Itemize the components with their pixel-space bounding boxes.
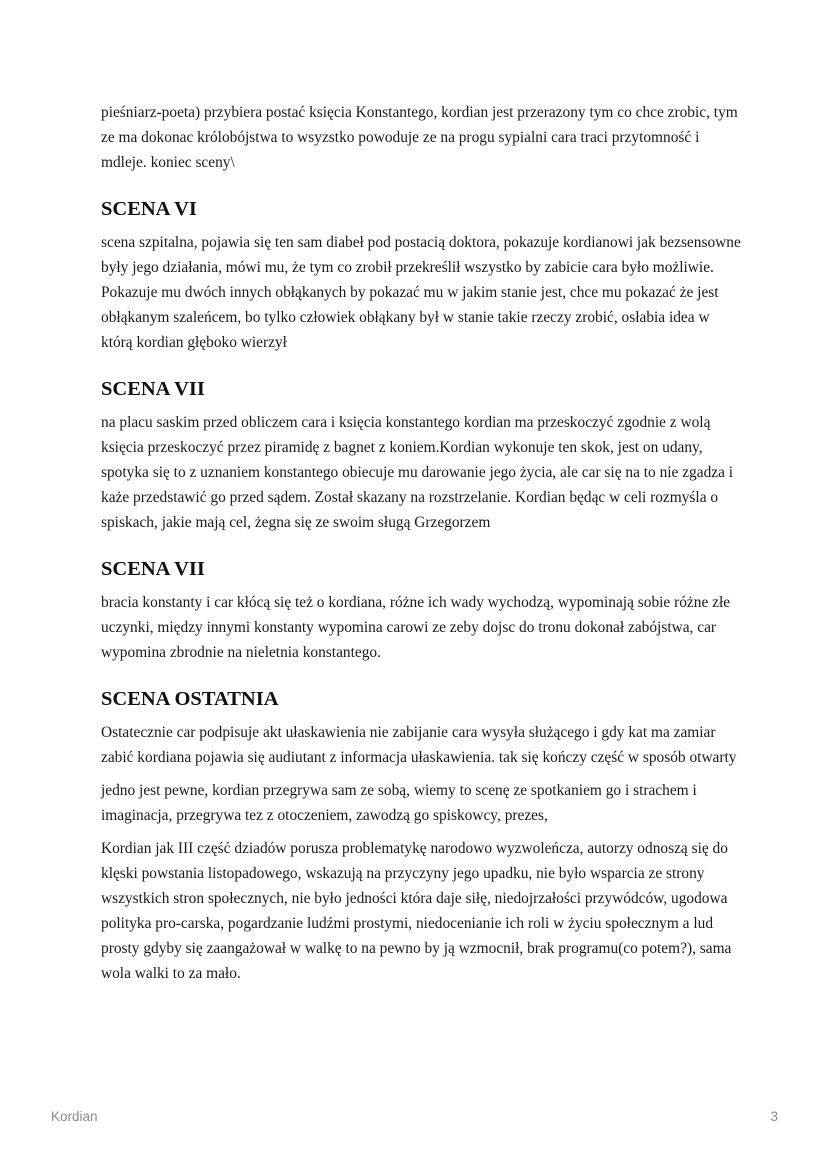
final-scene-paragraph-1: Ostatecznie car podpisuje akt ułaskawienia nie zabijanie cara wysyła służącego i gdy kat ma zamiar zabić kordiana pojawia się audiutant z informacja ułaskawienia. tak się kończy część w sposób otwarty	[101, 724, 737, 766]
footer-document-title: Kordian	[51, 1109, 98, 1124]
footer-page-number: 3	[770, 1109, 778, 1124]
scene-heading-final: SCENA OSTATNIA	[101, 688, 279, 710]
scene-heading-vi: SCENA VI	[101, 198, 197, 220]
intro-paragraph: pieśniarz-poeta) przybiera postać księcia Konstantego, kordian jest przerazony tym co chce zrobic, tym ze ma dokonac królobójstwa to wsyzstko powoduje ze na progu sypialni cara traci przytomność i mdleje. koniec sceny\	[101, 104, 738, 171]
scene-vii-second-paragraph: bracia konstanty i car kłócą się też o kordiana, różne ich wady wychodzą, wypominają sobie różne złe uczynki, między innymi konstanty wypomina carowi ze zeby dojsc do tronu dokonał zabójstwa, car wypomina zbrodnie na nieletnia konstantego.	[101, 594, 731, 661]
scene-vii-paragraph: na placu saskim przed obliczem cara i księcia konstantego kordian ma przeskoczyć zgodnie z wolą księcia przeskoczyć przez piramidę z bagnet z koniem.Kordian wykonuje ten skok, jest on udany, spotyka się to z uznaniem konstantego obiecuje mu darowanie jego życia, ale car się na to nie zgadza i każe przedstawić go przed sądem. Został skazany na rozstrzelanie. Kordian będąc w celi rozmyśla o spiskach, jakie mają cel, żegna się ze swoim sługą Grzegorzem	[101, 414, 734, 531]
scene-heading-vii-second: SCENA VII	[101, 558, 205, 580]
scene-vi-paragraph: scena szpitalna, pojawia się ten sam diabeł pod postacią doktora, pokazuje kordianowi jak bezsensowne były jego działania, mówi mu, że tym co zrobił przekreślił wszystko by zabicie cara było możliwie. Pokazuje mu dwóch innych obłąkanych by pokazać mu w jakim stanie jest, chce mu pokazać że jest obłąkanym szaleńcem, bo tylko człowiek obłąkany był w stanie takie rzeczy zrobić, osłabia idea w którą kordian głęboko wierzył	[101, 234, 741, 351]
scene-heading-vii: SCENA VII	[101, 378, 205, 400]
final-scene-paragraph-3: Kordian jak III część dziadów porusza problematykę narodowo wyzwoleńcza, autorzy odnoszą się do klęski powstania listopadowego, wskazują na przyczyny jego upadku, nie było wsparcia ze strony wszystkich stron społecznych, nie było jedności która daje siłę, niedojrzałości przywódców, ugodowa polityka pro-carska, pogardzanie ludźmi prostymi, niedocenianie ich roli w życiu społecznym a lud prosty gdyby się zaangażował w walkę to na pewno by ją wzmocnił, brak programu(co potem?), sama wola walki to za mało.	[101, 840, 732, 982]
page-content	[101, 100, 741, 986]
final-scene-paragraph-2: jedno jest pewne, kordian przegrywa sam ze sobą, wiemy to scenę ze spotkaniem go i strachem i imaginacja, przegrywa tez z otoczeniem, zawodzą go spiskowcy, prezes,	[101, 782, 697, 824]
